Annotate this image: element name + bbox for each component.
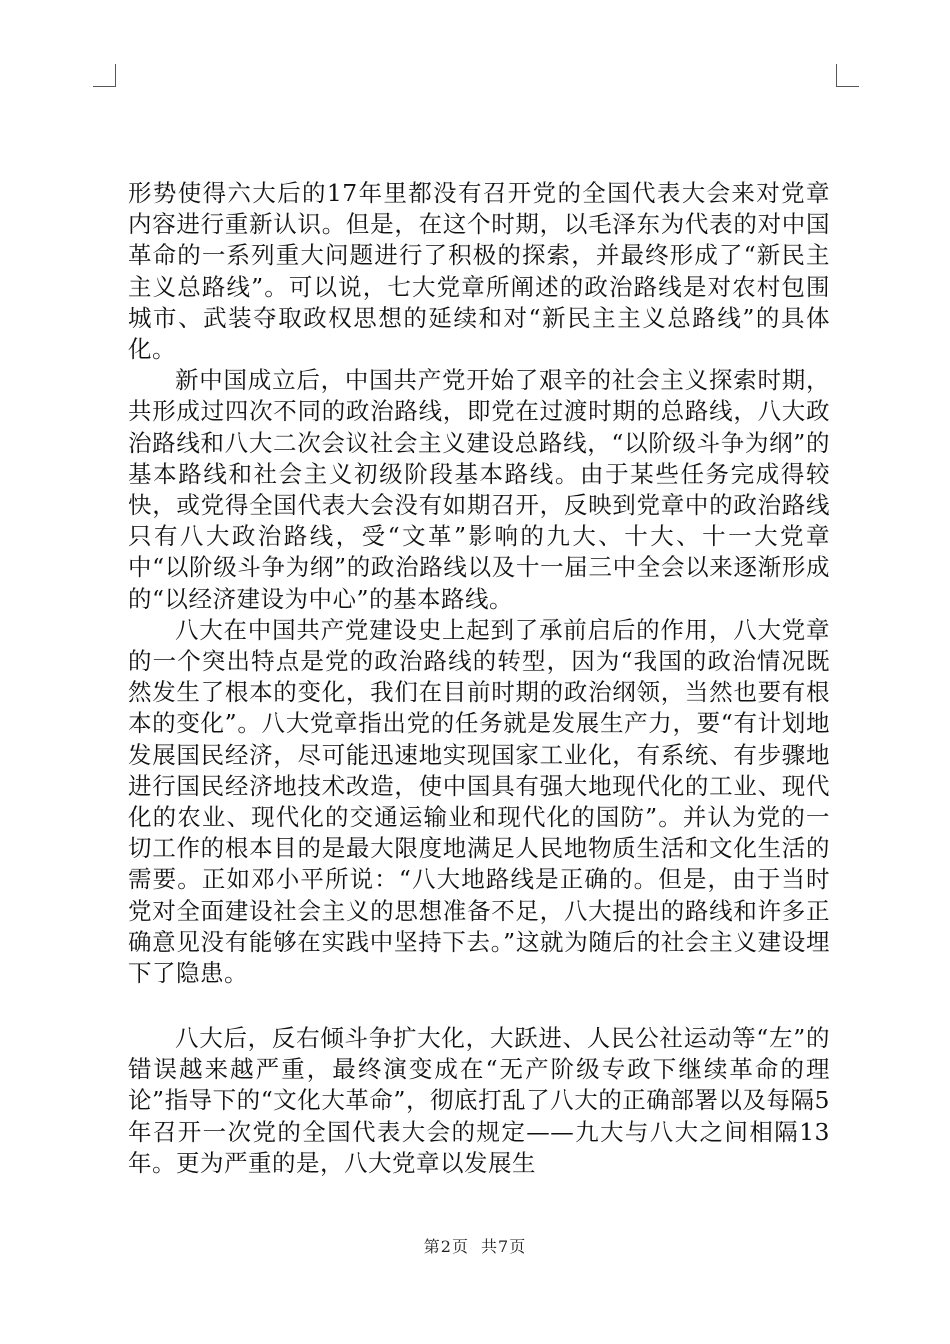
body-text-lower [128, 1023, 830, 1179]
paragraph-1: 形势使得六大后的17年里都没有召开党的全国代表大会来对党章内容进行重新认识。但是，在这个时期，以毛泽东为代表的对中国革命的一系列重大问题进行了积极的探索，并最终形成了“新民主主义总路线”。可以说，七大党章所阐述的政治路线是对农村包围城市、武装夺取政权思想的延续和对“新民主主义总路线”的具体化。 [128, 179, 830, 364]
paragraph-4: 八大后，反右倾斗争扩大化，大跃进、人民公社运动等“左”的错误越来越严重，最终演变成在“无产阶级专政下继续革命的理论”指导下的“文化大革命”，彻底打乱了八大的正确部署以及每隔5年召开一次党的全国代表大会的规定——九大与八大之间相隔13年。更为严重的是，八大党章以发展生 [128, 1024, 830, 1177]
page-number: 第2页 [423, 1237, 469, 1256]
paragraph-3: 八大在中国共产党建设史上起到了承前启后的作用，八大党章的一个突出特点是党的政治路线的转型，因为“我国的政治情况既然发生了根本的变化，我们在目前时期的政治纲领，当然也要有根本的变化”。八大党章指出党的任务就是发展生产力，要“有计划地发展国民经济，尽可能迅速地实现国家工业化，有系统、有步骤地进行国民经济地技术改造，使中国具有强大地现代化的工业、现代化的农业、现代化的交通运输业和现代化的国防”。并认为党的一切工作的根本目的是最大限度地满足人民地物质生活和文化生活的需要。正如邓小平所说：“八大地路线是正确的。但是，由于当时党对全面建设社会主义的思想准备不足，八大提出的路线和许多正确意见没有能够在实践中坚持下去。”这就为随后的社会主义建设埋下了隐患。 [128, 615, 830, 988]
page-total: 共7页 [481, 1237, 527, 1256]
crop-mark-top-right [836, 64, 859, 87]
crop-mark-top-left [93, 64, 116, 87]
body-text-upper [128, 178, 830, 989]
paragraph-2: 新中国成立后，中国共产党开始了艰辛的社会主义探索时期，共形成过四次不同的政治路线，即党在过渡时期的总路线，八大政治路线和八大二次会议社会主义建设总路线，“以阶级斗争为纲”的基本路线和社会主义初级阶段基本路线。由于某些任务完成得较快，或党得全国代表大会没有如期召开，反映到党章中的政治路线只有八大政治路线，受“文革”影响的九大、十大、十一大党章中“以阶级斗争为纲”的政治路线以及十一届三中全会以来逐渐形成的“以经济建设为中心”的基本路线。 [128, 366, 830, 613]
page-footer [0, 1234, 950, 1257]
